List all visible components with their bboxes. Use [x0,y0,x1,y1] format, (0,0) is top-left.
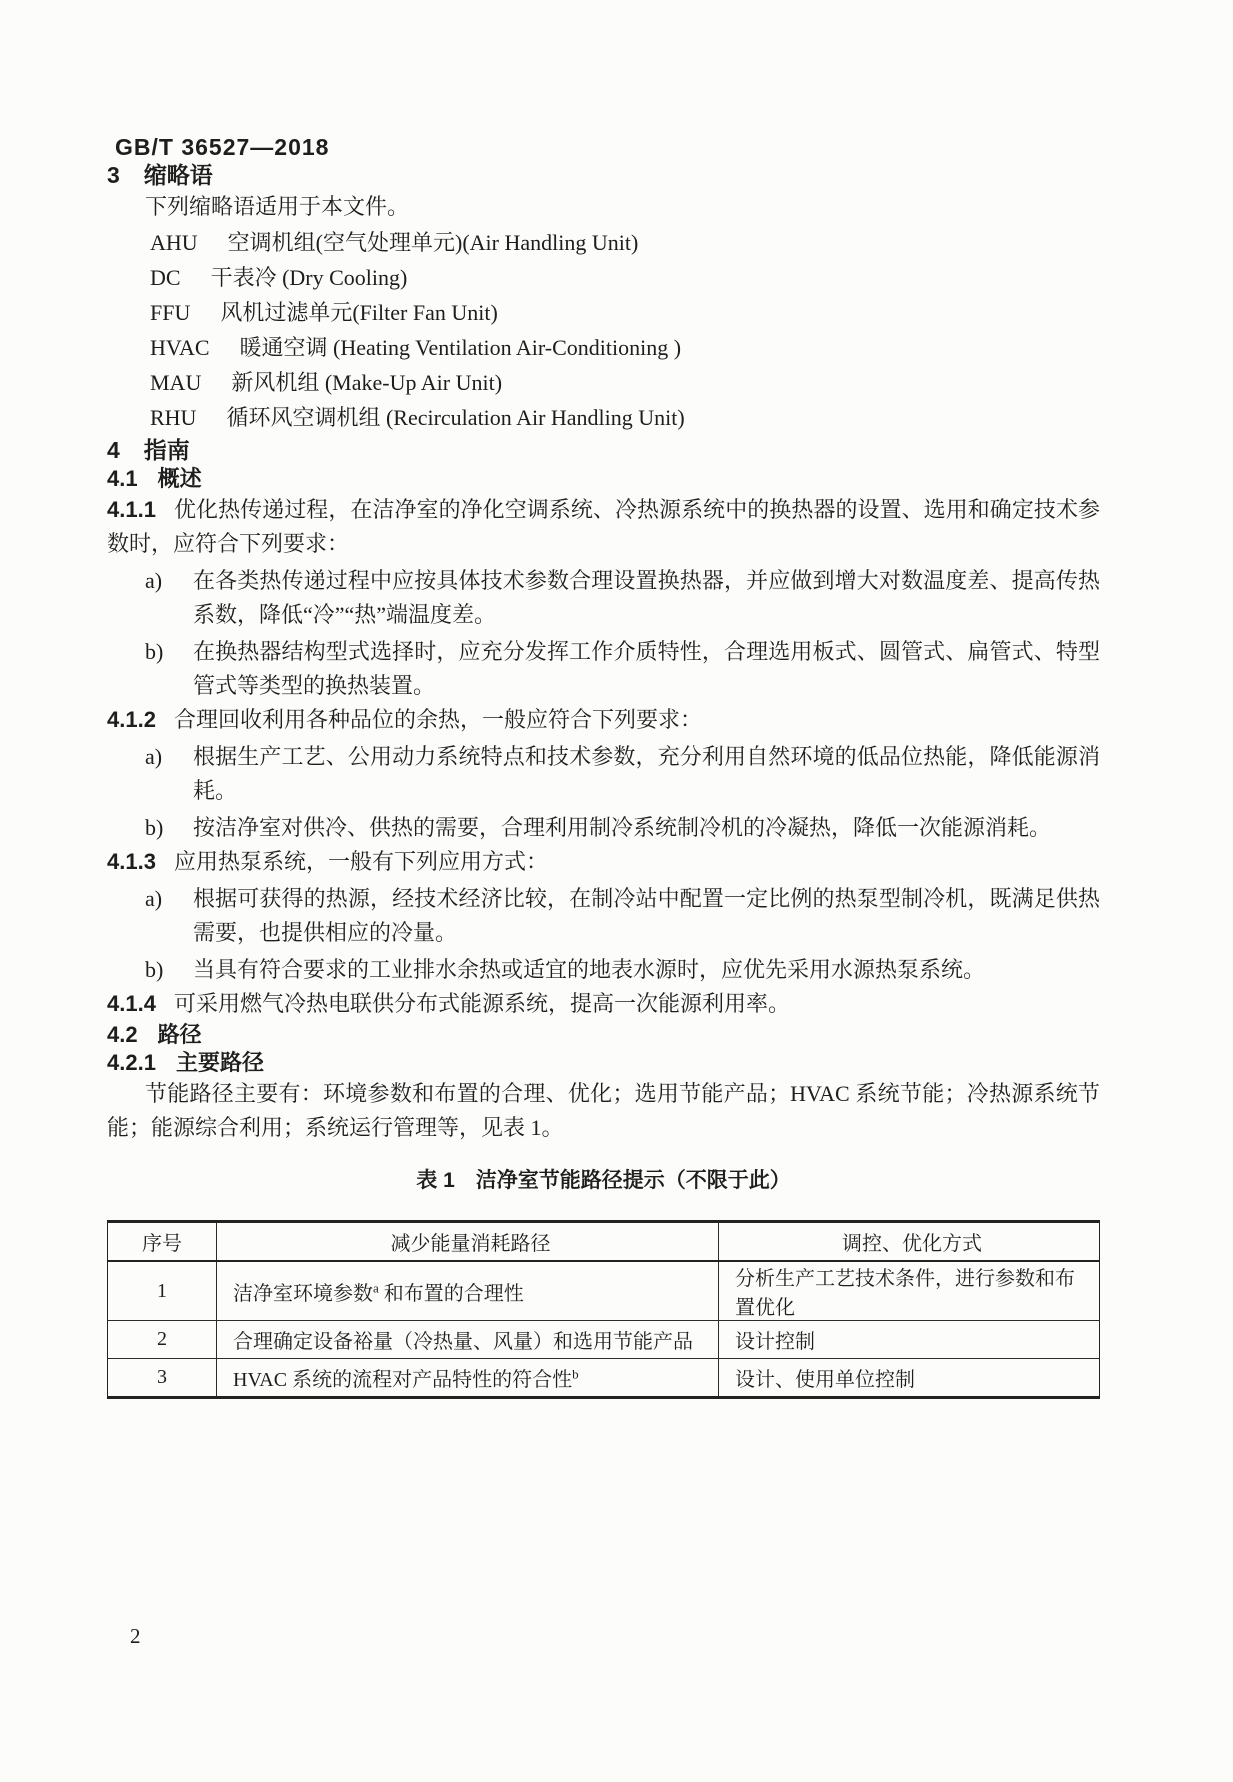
cell-path-text: HVAC 系统的流程对产品特性的符合性 [233,1369,573,1391]
cell-no: 3 [108,1359,217,1398]
clause-text: 合理回收利用各种品位的余热，一般应符合下列要求： [173,707,702,732]
section-4-number: 4 [107,437,120,463]
item-text: 根据可获得的热源，经技术经济比较，在制冷站中配置一定比例的热泵型制冷机，既满足供热需要，也提供相应的冷量。 [193,886,1100,945]
cell-path [217,1321,719,1359]
section-3-heading [107,160,1100,190]
clause-number: 4.1.2 [107,707,156,732]
paragraph-4-2-1: 节能路径主要有：环境参数和布置的合理、优化；选用节能产品；HVAC 系统节能；冷热源系统节能；能源综合利用；系统运行管理等，见表 1。 [107,1081,1100,1140]
abbr-term: RHU [150,405,197,430]
abbr-definition: 暖通空调 (Heating Ventilation Air-Conditioning ) [239,335,682,360]
section-4-1-title: 概述 [157,466,202,491]
clause-text: 可采用燃气冷热电联供分布式能源系统，提高一次能源利用率。 [173,991,790,1016]
cell-control: 设计、使用单位控制 [719,1359,1100,1398]
item-marker: a) [145,744,163,769]
cell-control: 分析生产工艺技术条件，进行参数和布置优化 [719,1261,1100,1321]
cell-path [217,1359,719,1398]
item-marker: b) [145,957,164,982]
cell-path-text: 合理确定设备裕量（冷热量、风量）和选用节能产品 [233,1331,693,1353]
section-4-2-title: 路径 [157,1022,202,1047]
page-content [107,0,1100,1399]
table-row [108,1261,1100,1321]
abbreviation-row [107,225,1100,260]
list-item-a [107,740,1100,808]
section-3-title: 缩略语 [143,162,213,188]
section-4-2-number: 4.2 [107,1022,138,1047]
abbr-term: MAU [150,370,202,395]
clause-4-1-4 [107,987,1100,1021]
item-marker: a) [145,568,163,593]
column-header-no: 序号 [108,1222,217,1262]
column-header-path: 减少能量消耗路径 [217,1222,719,1262]
abbr-term: HVAC [150,335,210,360]
section-4-1-number: 4.1 [107,466,138,491]
clause-text: 优化热传递过程，在洁净室的净化空调系统、冷热源系统中的换热器的设置、选用和确定技术参数时，应符合下列要求： [107,497,1100,556]
table-1-caption: 表 1 洁净室节能路径提示（不限于此） [416,1169,791,1192]
cell-no: 2 [108,1321,217,1359]
item-text: 按洁净室对供冷、供热的需要，合理利用制冷系统制冷机的冷凝热，降低一次能源消耗。 [193,815,1052,840]
clause-number: 4.1.4 [107,991,156,1016]
section-4-2-1-heading [107,1049,1100,1077]
section-4-title: 指南 [143,437,190,463]
table-1 [107,1220,1100,1399]
table-header-row [108,1222,1100,1262]
cell-path-text: 和布置的合理性 [378,1282,524,1305]
item-text: 在换热器结构型式选择时，应充分发挥工作介质特性，合理选用板式、圆管式、扁管式、特型管式等类型的换热装置。 [193,639,1100,698]
section-4-2-heading [107,1021,1100,1049]
section-4-2-1-number: 4.2.1 [107,1050,156,1075]
cell-control: 设计控制 [719,1321,1100,1359]
abbr-definition: 风机过滤单元(Filter Fan Unit) [220,300,498,325]
section-4-heading [107,435,1100,465]
list-item-a [107,882,1100,950]
abbreviation-row [107,295,1100,330]
item-text: 当具有符合要求的工业排水余热或适宜的地表水源时，应优先采用水源热泵系统。 [193,957,986,982]
abbreviations-intro: 下列缩略语适用于本文件。 [145,194,410,219]
footnote-marker: a [373,1279,379,1295]
footnote-marker: b [572,1366,579,1382]
abbr-term: FFU [150,300,191,325]
section-4-1-heading [107,465,1100,493]
clause-4-1-2 [107,703,1100,737]
item-text: 根据生产工艺、公用动力系统特点和技术参数，充分利用自然环境的低品位热能，降低能源消耗。 [193,744,1100,803]
table-row [108,1359,1100,1398]
abbreviation-list [107,225,1100,435]
section-3-number: 3 [107,162,120,188]
abbr-definition: 新风机组 (Make-Up Air Unit) [231,370,503,395]
clause-number: 4.1.1 [107,497,156,522]
cell-path-text: 洁净室环境参数 [233,1282,373,1305]
abbreviation-row [107,365,1100,400]
column-header-control: 调控、优化方式 [719,1222,1100,1262]
item-marker: a) [145,886,163,911]
list-item-a [107,564,1100,632]
section-4-2-1-title: 主要路径 [175,1050,264,1075]
abbr-definition: 循环风空调机组 (Recirculation Air Handling Unit) [226,405,685,430]
page-number: 2 [130,1624,141,1648]
standard-number: GB/T 36527—2018 [115,134,330,160]
item-text: 在各类热传递过程中应按具体技术参数合理设置换热器，并应做到增大对数温度差、提高传热系数，降低“冷”“热”端温度差。 [193,568,1100,627]
cell-path [217,1261,719,1321]
clause-4-1-3 [107,845,1100,879]
list-item-b [107,635,1100,703]
abbr-term: DC [150,265,181,290]
abbr-term: AHU [150,230,198,255]
list-item-b [107,811,1100,845]
abbreviation-row [107,260,1100,295]
cell-no: 1 [108,1261,217,1321]
clause-text: 应用热泵系统，一般有下列应用方式： [173,849,548,874]
clause-4-1-1 [107,493,1100,561]
abbr-definition: 干表冷 (Dry Cooling) [210,265,408,290]
abbreviation-row [107,400,1100,435]
clause-number: 4.1.3 [107,849,156,874]
item-marker: b) [145,815,164,840]
item-marker: b) [145,639,164,664]
abbreviation-row [107,330,1100,365]
abbr-definition: 空调机组(空气处理单元)(Air Handling Unit) [227,230,639,255]
table-row [108,1321,1100,1359]
list-item-b [107,953,1100,987]
